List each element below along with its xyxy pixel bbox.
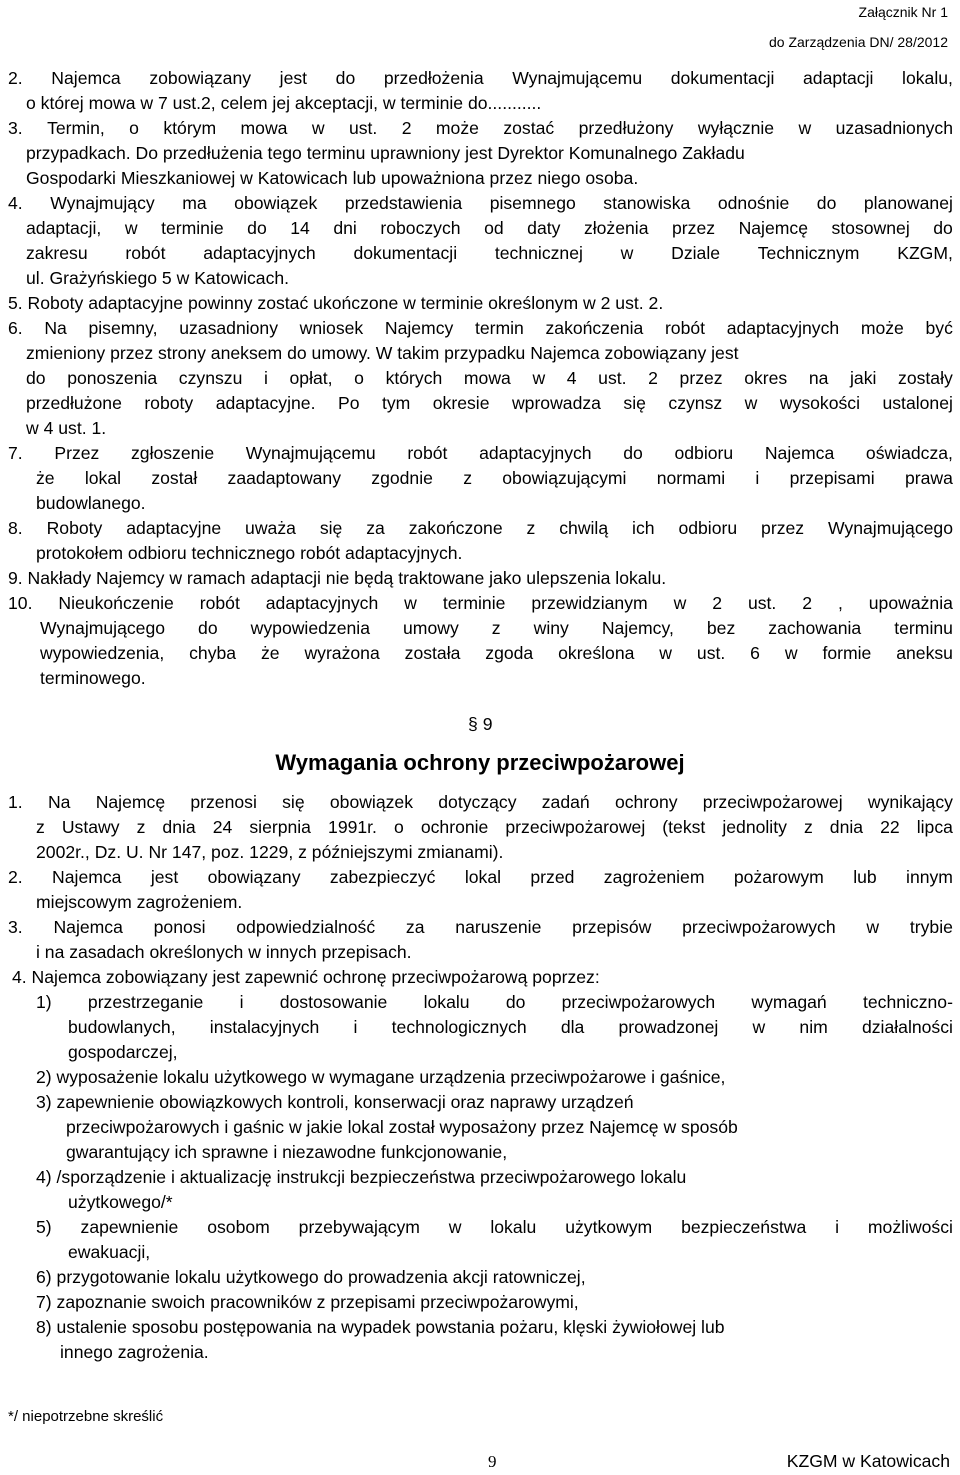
text-line: 6) przygotowanie lokalu użytkowego do prowadzenia akcji ratowniczej, [36, 1267, 586, 1287]
text-line: 2002r., Dz. U. Nr 147, poz. 1229, z późniejszymi zmianami). [36, 842, 504, 862]
text-line: innego zagrożenia. [60, 1342, 209, 1362]
text-line: 2. Najemca jest obowiązany zabezpieczyć lokal przed zagrożeniem pożarowym lub innym [8, 867, 953, 887]
text-line: 5. Roboty adaptacyjne powinny zostać ukończone w terminie określonym w 2 ust. 2. [8, 293, 664, 313]
text-line: 4. Najemca zobowiązany jest zapewnić ochronę przeciwpożarową poprzez: [12, 967, 600, 987]
text-line: gospodarczej, [68, 1042, 178, 1062]
text-line: przypadkach. Do przedłużenia tego terminu uprawniony jest Dyrektor Komunalnego Zakładu [26, 143, 745, 163]
text-line: 3) zapewnienie obowiązkowych kontroli, konserwacji oraz naprawy urządzeń [36, 1092, 634, 1112]
text-line: adaptacji, w terminie do 14 dni roboczych od daty złożenia przez Najemcę stosownej do [26, 218, 953, 238]
text-line: do ponoszenia czynszu i opłat, o których mowa w 4 ust. 2 przez okres na jaki zostały [26, 368, 953, 388]
text-line: budowlanych, instalacyjnych i technologicznych dla prowadzonej w nim działalności [68, 1017, 953, 1037]
text-line: o której mowa w 7 ust.2, celem jej akceptacji, w terminie do........... [26, 93, 542, 113]
text-line: budowlanego. [36, 493, 146, 513]
text-line: miejscowym zagrożeniem. [36, 892, 243, 912]
section-mark: 9 [482, 714, 493, 734]
page-number: 9 [488, 1452, 497, 1471]
text-line: przedłużone roboty adaptacyjne. Po tym okresie wprowadza się czynsz w wysokości ustalonej [26, 393, 953, 413]
text-line: 4. Wynajmujący ma obowiązek przedstawienia pisemnego stanowiska odnośnie do planowanej [8, 193, 953, 213]
text-line: 9. Nakłady Najemcy w ramach adaptacji nie będą traktowane jako ulepszenia lokalu. [8, 568, 667, 588]
text-line: przeciwpożarowych i gaśnic w jakie lokal został wyposażony przez Najemcę w sposób [66, 1117, 738, 1137]
text-line: 6. Na pisemny, uzasadniony wniosek Najemcy termin zakończenia robót adaptacyjnych może być [8, 318, 953, 338]
attachment-label: Załącznik Nr 1 [858, 4, 948, 20]
text-line: 1. Na Najemcę przenosi się obowiązek dotyczący zadań ochrony przeciwpożarowej wynikający [8, 792, 953, 812]
text-line: użytkowego/* [68, 1192, 173, 1212]
footnote: */ niepotrzebne skreślić [8, 1408, 164, 1425]
text-line: i na zasadach określonych w innych przepisach. [36, 942, 412, 962]
ordinance-reference: do Zarządzenia DN/ 28/2012 [769, 34, 948, 50]
text-line: z Ustawy z dnia 24 sierpnia 1991r. o ochronie przeciwpożarowej (tekst jednolity z dnia 22 lipca [36, 817, 953, 837]
text-line: 2) wyposażenie lokalu użytkowego w wymagane urządzenia przeciwpożarowe i gaśnice, [36, 1067, 726, 1087]
text-line: 7. Przez zgłoszenie Wynajmującemu robót adaptacyjnych do odbioru Najemca oświadcza, [8, 443, 953, 463]
text-line: 1) przestrzeganie i dostosowanie lokalu do przeciwpożarowych wymagań techniczno- [36, 992, 953, 1012]
text-line: wypowiedzenia, chyba że wyrażona została zgoda określona w ust. 6 w formie aneksu [40, 643, 953, 663]
text-line: protokołem odbioru technicznego robót adaptacyjnych. [36, 543, 463, 563]
section-heading: Wymagania ochrony przeciwpożarowej [275, 750, 685, 775]
text-line: zakresu robót adaptacyjnych dokumentacji technicznej w Dziale Technicznym KZGM, [26, 243, 953, 263]
text-line: ewakuacji, [68, 1242, 151, 1262]
text-line: 2. Najemca zobowiązany jest do przedłożenia Wynajmującemu dokumentacji adaptacji lokalu, [8, 68, 953, 88]
text-line: 4) /sporządzenie i aktualizację instrukcji bezpieczeństwa przeciwpożarowego lokalu [36, 1167, 687, 1187]
footer-org: KZGM w Katowicach [786, 1451, 950, 1471]
text-line: że lokal został zaadaptowany zgodnie z obowiązującymi normami i przepisami prawa [36, 468, 953, 488]
text-line: Gospodarki Mieszkaniowej w Katowicach lub upoważniona przez niego osoba. [26, 168, 639, 188]
text-line: Wynajmującego do wypowiedzenia umowy z winy Najemcy, bez zachowania terminu [40, 618, 953, 638]
text-line: zmieniony przez strony aneksem do umowy. W takim przypadku Najemca zobowiązany jest [26, 343, 739, 363]
section-number: § 9 [468, 714, 493, 734]
text-line: terminowego. [40, 668, 146, 688]
text-line: 7) zapoznanie swoich pracowników z przepisami przeciwpożarowymi, [36, 1292, 579, 1312]
text-line: 3. Najemca ponosi odpowiedzialność za naruszenie przepisów przeciwpożarowych w trybie [8, 917, 953, 937]
text-line: w 4 ust. 1. [26, 418, 107, 438]
text-line: 3. Termin, o którym mowa w ust. 2 może zostać przedłużony wyłącznie w uzasadnionych [8, 118, 953, 138]
text-line: ul. Grażyńskiego 5 w Katowicach. [26, 268, 290, 288]
text-line: 8) ustalenie sposobu postępowania na wypadek powstania pożaru, klęski żywiołowej lub [36, 1317, 725, 1337]
text-line: 10. Nieukończenie robót adaptacyjnych w terminie przewidzianym w 2 ust. 2 , upoważnia [8, 593, 953, 613]
text-line: 5) zapewnienie osobom przebywającym w lokalu użytkowym bezpieczeństwa i możliwości [36, 1217, 953, 1237]
text-line: gwarantujący ich sprawne i niezawodne funkcjonowanie, [66, 1142, 508, 1162]
text-line: 8. Roboty adaptacyjne uważa się za zakończone z chwilą ich odbioru przez Wynajmującego [8, 518, 953, 538]
